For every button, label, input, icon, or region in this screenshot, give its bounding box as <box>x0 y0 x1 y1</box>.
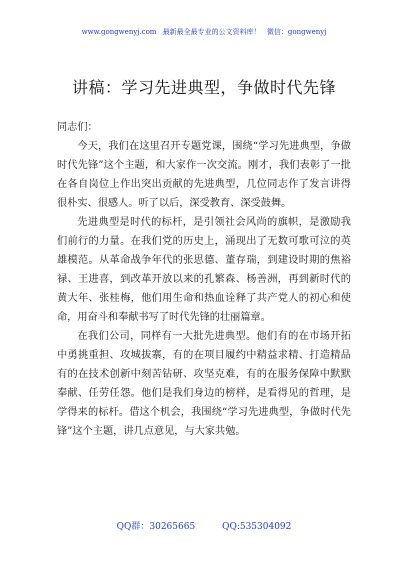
salutation: 同志们： <box>57 122 98 133</box>
header-wechat: 微信：gongwenyj <box>266 28 327 36</box>
header-bar <box>0 27 408 37</box>
footer-bar <box>0 519 408 532</box>
document-title: 讲稿：学习先进典型，争做时代先锋 <box>71 78 336 97</box>
paragraph-2: 先进典型是时代的标杆，是引领社会风尚的旗帜，是激励我们前行的力量。在我们党的历史上，涌现出了无数可歌可泣的英雄模范。从革命战争年代的张思德、董存瑞，到建设时期的焦裕禄、王进喜，到改革开放以来的孔繁森、杨善洲，再到新时代的黄大年、张桂梅，他们用生命和热血诠释了共产党人的初心和使命，用奋斗和奉献书写了时代先锋的壮丽篇章。 <box>57 217 351 323</box>
footer-qq-group: QQ群：30265665 <box>116 522 196 532</box>
header-site-link[interactable]: www.gongwenyj.com <box>81 28 157 36</box>
paragraph-3: 在我们公司，同样有一大批先进典型。他们有的在市场开拓中勇挑重担、攻城拔寨，有的在项目履约中精益求精、打造精品有的在技术创新中刻苦钻研、攻坚克难，有的在服务保障中默默奉献、任劳任怨。他们是我们身边的榜样，是看得见的哲理，是学得来的标杆。借这个机会，我围绕“学习先进典型，争做时代先锋”这个主题，讲几点意见，与大家共勉。 <box>57 331 351 437</box>
paragraph-1: 今天，我们在这里召开专题党课，围绕“学习先进典型，争做时代先锋”这个主题，和大家作一次交流。刚才，我们表彰了一批在各自岗位上作出突出贡献的先进典型，几位同志作了发言讲得很朴实、很感人。听了以后，深受教育、深受鼓舞。 <box>57 141 351 209</box>
header-slogan: 最新最全最专业的公文资料库！ <box>162 28 261 36</box>
document-body <box>57 118 351 441</box>
footer-qq: QQ:535304092 <box>222 522 292 532</box>
